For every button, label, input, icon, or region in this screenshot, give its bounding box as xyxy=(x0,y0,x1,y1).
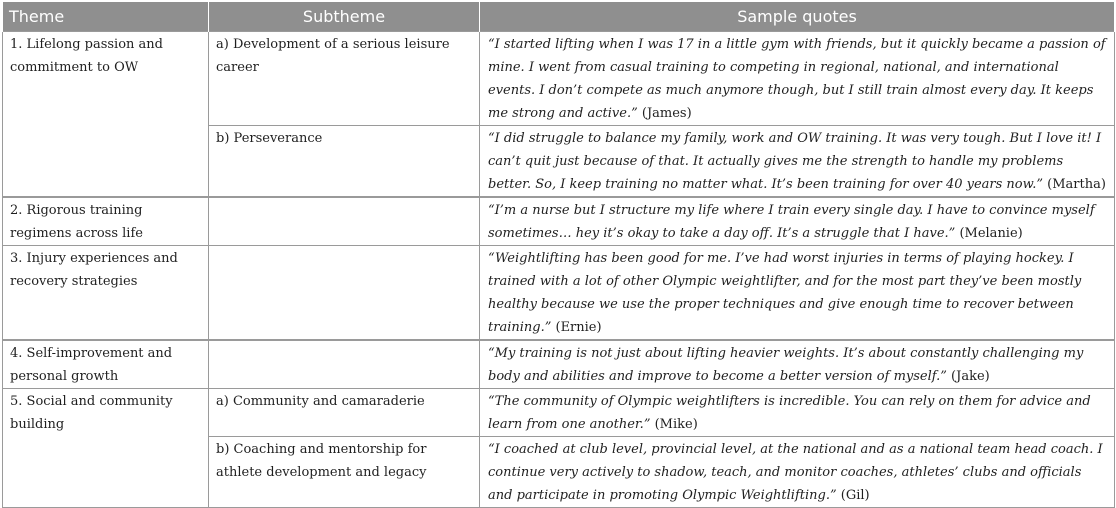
table-row xyxy=(3,389,1115,437)
table-row xyxy=(3,197,1115,246)
subtheme-cell: a) Development of a serious leisure career xyxy=(209,32,480,126)
quote-attribution: (Mike) xyxy=(654,417,698,432)
subtheme-cell xyxy=(209,197,480,246)
quote-text: “I’m a nurse but I structure my life where I train every single day. I have to convince myself sometimes… hey it’s okay to take a day off. It’s a struggle that I have.” xyxy=(488,203,1095,241)
quote-text: “I did struggle to balance my family, work and OW training. It was very tough. But I love it! I can’t quit just because of that. It actually gives me the strength to handle my problems better. So, I keep training no matter what. It’s been training for over 40 years now.” xyxy=(488,131,1102,192)
quote-attribution: (Gil) xyxy=(840,488,870,503)
subtheme-cell xyxy=(209,246,480,341)
theme-cell: 1. Lifelong passion and commitment to OW xyxy=(3,32,209,198)
subtheme-cell: b) Coaching and mentorship for athlete development and legacy xyxy=(209,437,480,508)
header-subtheme: Subtheme xyxy=(209,2,480,32)
quote-cell xyxy=(480,389,1115,437)
header-theme: Theme xyxy=(3,2,209,32)
subtheme-cell: b) Perseverance xyxy=(209,126,480,198)
quote-text: “I coached at club level, provincial level, at the national and as a national team head coach. I continue very actively to shadow, teach, and monitor coaches, athletes’ clubs and officials and participate in promoting Olympic Weightlifting.” xyxy=(488,442,1103,503)
theme-cell: 3. Injury experiences and recovery strategies xyxy=(3,246,209,341)
quote-cell xyxy=(480,246,1115,341)
table-row xyxy=(3,246,1115,341)
quote-text: “My training is not just about lifting heavier weights. It’s about constantly challenging my body and abilities and improve to become a better version of myself.” xyxy=(488,346,1084,384)
quote-cell xyxy=(480,340,1115,389)
quote-attribution: (Melanie) xyxy=(959,226,1023,241)
themes-table xyxy=(2,2,1115,508)
theme-cell: 5. Social and community building xyxy=(3,389,209,508)
subtheme-cell xyxy=(209,340,480,389)
subtheme-cell: a) Community and camaraderie xyxy=(209,389,480,437)
quote-cell xyxy=(480,437,1115,508)
theme-cell: 2. Rigorous training regimens across life xyxy=(3,197,209,246)
table-row xyxy=(3,32,1115,126)
quote-attribution: (Martha) xyxy=(1047,177,1106,192)
quote-attribution: (Ernie) xyxy=(555,320,602,335)
header-sample-quotes: Sample quotes xyxy=(480,2,1115,32)
quote-cell xyxy=(480,32,1115,126)
quote-text: “I started lifting when I was 17 in a little gym with friends, but it quickly became a passion of mine. I went from casual training to competing in regional, national, and international events. I don’t compete as much anymore though, but I still train almost every day. It keeps me strong and active.” xyxy=(488,37,1106,121)
header-row xyxy=(3,2,1115,32)
table-row xyxy=(3,340,1115,389)
theme-cell: 4. Self-improvement and personal growth xyxy=(3,340,209,389)
quote-text: “Weightlifting has been good for me. I’ve had worst injuries in terms of playing hockey. I trained with a lot of other Olympic weightlifter, and for the most part they’ve been mostly healthy because we use the proper techniques and give enough time to recover between training.” xyxy=(488,251,1082,335)
quote-attribution: (Jake) xyxy=(951,369,990,384)
quote-cell xyxy=(480,197,1115,246)
quote-cell xyxy=(480,126,1115,198)
quote-attribution: (James) xyxy=(641,106,692,121)
quote-text: “The community of Olympic weightlifters is incredible. You can rely on them for advice and learn from one another.” xyxy=(488,394,1091,432)
